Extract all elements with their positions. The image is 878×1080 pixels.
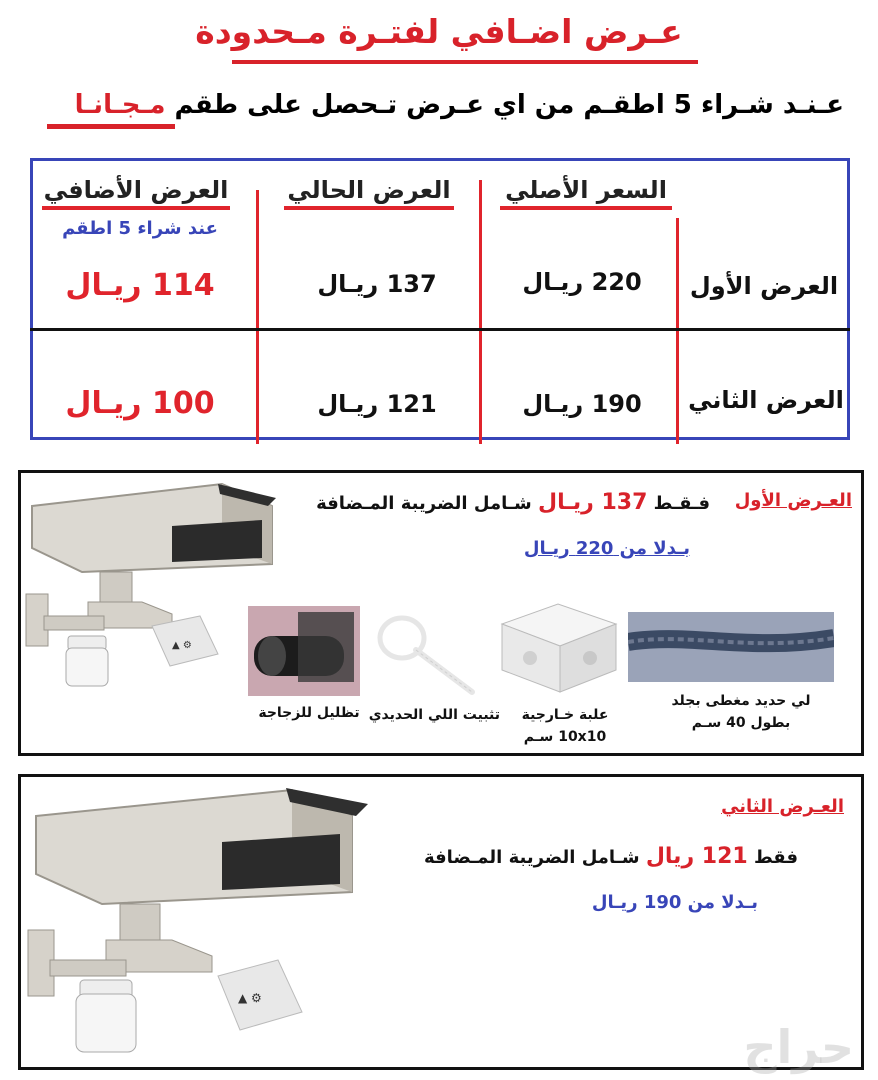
free-underline — [47, 124, 175, 129]
table-cell-original: 190 ريـال — [522, 390, 642, 418]
table-divider-label — [676, 218, 679, 444]
camera-housing-image — [22, 476, 278, 694]
caption-conduit-line2: بطول 40 سـم — [691, 715, 791, 731]
table-cell-current: 121 ريـال — [317, 390, 437, 418]
extra-offer-note: عند شراء 5 اطقم — [62, 218, 218, 239]
table-divider-original — [479, 180, 482, 444]
svg-text:▲ ⚙: ▲ ⚙ — [238, 991, 262, 1005]
table-cell-current: 137 ريـال — [317, 270, 437, 298]
promo-subtitle — [75, 90, 844, 120]
offer1-instead-of: بـدلا من 220 ريـال — [523, 538, 690, 559]
offer2-price-post: شـامل الضريبة المـضافة — [423, 847, 640, 868]
cable-ties-image — [372, 610, 476, 698]
conduit-image — [628, 612, 834, 682]
caption-box-line2: 10x10 سـم — [523, 729, 607, 745]
junction-box-image — [494, 596, 622, 696]
offer2-price-pre: فقط — [753, 847, 798, 868]
title-underline — [232, 60, 698, 64]
caption-conduit-line1: لي حديد مغطى بجلد — [671, 693, 811, 709]
offer2-instead-of: بـدلا من 190 ريـال — [591, 892, 758, 913]
header-original-price: السعر الأصلي — [500, 176, 672, 210]
offer1-price-pre: فـقـط — [653, 493, 710, 514]
caption-cable-ties: تثبيت اللي الحديدي — [368, 707, 500, 723]
offer1-price-line — [316, 490, 710, 515]
tint-film-image — [248, 606, 360, 696]
site-watermark: حراج — [743, 1020, 854, 1074]
table-cell-extra: 114 ريـال — [65, 268, 215, 303]
caption-conduit — [664, 690, 818, 734]
promo-free-label: مـجـانـا — [74, 90, 166, 120]
offer1-price-post: شـامل الضريبة المـضافة — [316, 493, 532, 514]
table-row-label: العرض الأول — [689, 272, 839, 300]
table-row-divider — [30, 328, 850, 331]
caption-box-line1: علبة خـارجية — [521, 707, 609, 723]
caption-tint-film: تظليل للزجاجة — [258, 705, 360, 721]
table-cell-original: 220 ريـال — [522, 268, 642, 296]
offer2-title: العـرض الثاني — [721, 796, 844, 817]
page-title: عـرض اضـافي لفتـرة مـحدودة — [195, 12, 683, 51]
offer2-price-value: 121 ريال — [645, 844, 748, 869]
promo-subtitle-text: عـنـد شـراء 5 اطقـم من اي عـرض تـحصل على طقم — [174, 90, 844, 120]
header-extra-offer: العرض الأضافي — [42, 176, 230, 210]
header-current-offer: العرض الحالي — [284, 176, 454, 210]
offer1-price-value: 137 ريـال — [537, 490, 648, 515]
table-cell-extra: 100 ريـال — [65, 386, 215, 421]
caption-junction-box — [504, 704, 626, 748]
svg-text:▲ ⚙: ▲ ⚙ — [172, 640, 192, 651]
offer1-title: العـرض الأول — [734, 490, 852, 511]
camera-housing-image — [22, 780, 372, 1062]
table-divider-current — [256, 190, 259, 444]
offer2-price-line — [424, 844, 798, 869]
table-row-label: العرض الثاني — [688, 386, 844, 414]
